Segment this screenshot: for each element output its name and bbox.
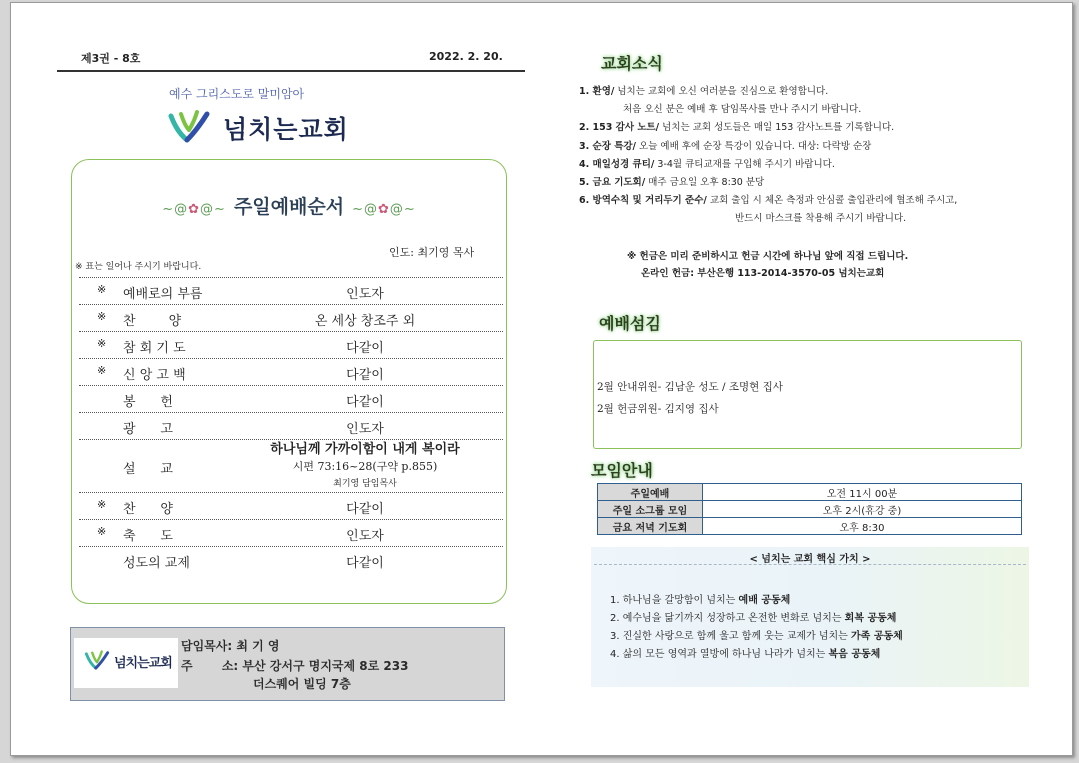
news-item [579,138,957,156]
news-item [579,156,957,174]
order-item-value: 다같이 [346,395,384,410]
church-logo-small-icon [84,647,110,675]
news-item-label: 5. 금요 기도회/ [579,176,646,188]
flower-ornament-left-icon: ~@✿@~ [162,202,226,217]
meeting-time: 오후 2시(휴강 중) [703,501,1022,518]
stand-mark: ※ [97,283,107,296]
volume-number: 제3권 - 8호 [81,52,141,65]
offering-team-line: 2월 헌금위원- 김지영 집사 [597,403,719,415]
news-item-label: 2. 153 감사 노트/ [579,122,660,134]
standing-note: ※ 표는 일어나 주시기 바랍니다. [75,262,202,272]
stand-mark: ※ [97,525,107,538]
pastor-name: 담임목사: 최 기 영 [181,639,280,653]
sermon-preacher: 최기영 담임목사 [333,479,397,489]
core-value-emphasis: 회복 공동체 [844,613,897,624]
worship-order-list [79,277,503,573]
news-item [579,83,957,101]
news-item-label: 6. 방역수칙 및 거리두기 준수/ [579,195,707,207]
service-leader: 인도: 최기영 목사 [389,246,475,259]
sermon-item [79,440,503,493]
stand-mark: ※ [97,364,107,377]
order-item [79,413,503,440]
church-tagline: 예수 그리스도로 말미암아 [169,87,305,101]
core-value-emphasis: 복음 공동체 [828,649,881,660]
order-item-value: 인도자 [346,287,384,302]
news-item [579,119,957,137]
sermon-reference: 시편 73:16~28(구약 p.855) [292,460,438,473]
order-item [79,277,503,305]
order-item [79,386,503,413]
online-offering-account: 온라인 헌금: 부산은행 113-2014-3570-05 넘치는교회 [641,268,885,279]
order-item [79,332,503,359]
order-item-value: 온 세상 창조주 외 [314,314,416,329]
news-item-text: 매주 금요일 오후 8:30 분당 [645,176,765,188]
church-logo-icon [167,108,211,148]
core-value-item [610,609,896,624]
church-name: 넘치는교회 [223,115,349,144]
meetings-heading: 모임안내 [591,461,653,480]
news-item-text: 넘치는 교회 성도들은 매일 153 감사노트를 기록합니다. [659,122,895,134]
order-item-value: 인도자 [346,529,384,544]
logo-card-name: 넘치는교회 [114,656,172,671]
offering-notice: ※ 헌금은 미리 준비하시고 헌금 시간에 하나님 앞에 직접 드립니다. [627,251,909,262]
order-item-name: 참 회 기 도 [123,341,186,356]
order-item [79,359,503,386]
flower-ornament-right-icon: ~@✿@~ [352,202,416,217]
sermon-title: 하나님께 가까이함이 내게 복이라 [270,442,460,457]
meeting-time: 오전 11시 00분 [703,484,1022,501]
core-value-text: 4. 삶의 모든 영역과 열방에 하나님 나라가 넘치는 [610,649,829,660]
core-value-text: 2. 예수님을 닮기까지 성장하고 온전한 변화로 넘치는 [610,613,845,624]
core-value-item [610,627,903,642]
meetings-table [597,483,1022,535]
bulletin-date: 2022. 2. 20. [429,50,503,63]
order-item-value: 인도자 [346,422,384,437]
bulletin-page [10,2,1073,756]
order-item [79,547,503,573]
news-item-cont [579,210,957,228]
news-item-text: 오늘 예배 후에 순장 특강이 있습니다. 대상: 다락방 순장 [636,140,872,152]
church-address: 주 소: 부산 강서구 명지국제 8로 233 [181,659,409,673]
core-value-item [610,591,790,606]
core-values-title: < 넘치는 교회 핵심 가치 > [749,554,871,565]
order-item-value: 다같이 [346,556,384,571]
order-item-name: 광 고 [123,422,173,437]
news-item [579,174,957,192]
meeting-name: 주일예배 [598,484,703,501]
core-value-item [610,645,880,660]
service-box [593,340,1022,449]
core-value-emphasis: 가족 공동체 [851,631,903,642]
core-value-emphasis: 예배 공동체 [738,595,791,606]
news-heading: 교회소식 [601,54,663,73]
order-item-value: 다같이 [346,502,384,517]
stand-mark: ※ [97,310,107,323]
news-item-text: 반드시 마스크를 착용해 주시기 바랍니다. [735,213,907,225]
order-item-value: 다같이 [346,341,384,356]
church-address-building: 더스퀘어 빌딩 7층 [253,677,351,691]
order-item-name: 신 앙 고 백 [123,368,186,383]
order-item-name: 축 도 [123,529,173,544]
order-item-name: 설 교 [123,462,173,477]
worship-order-title: 주일예배순서 [233,196,345,218]
stand-mark: ※ [97,498,107,511]
news-list [579,83,957,229]
worship-order-title-row [72,192,506,219]
news-item-text: 교회 출입 시 체온 측정과 안심콜 출입관리에 협조해 주시고, [706,195,958,207]
order-item-name: 찬 양 [123,502,173,517]
meeting-name: 주일 소그룹 모임 [598,501,703,518]
news-item-cont [579,101,957,119]
news-item-text: 3-4월 큐티교재를 구입해 주시기 바랍니다. [654,158,835,170]
core-value-text: 3. 진실한 사랑으로 함께 울고 함께 웃는 교제가 넘치는 [610,631,852,642]
news-item-label: 3. 순장 특강/ [579,140,637,152]
header-rule [57,70,525,72]
news-item-label: 4. 매일성경 큐티/ [579,158,655,170]
table-row [598,518,1022,535]
core-value-text: 1. 하나님을 갈망함이 넘치는 [610,595,739,606]
table-row [598,501,1022,518]
news-item-text: 처음 오신 분은 예배 후 담임목사를 만나 주시기 바랍니다. [623,104,862,116]
meeting-name: 금요 저녁 기도회 [598,518,703,535]
stand-mark: ※ [97,337,107,350]
news-item-label: 1. 환영/ [579,86,615,97]
order-item-name: 예배로의 부름 [123,287,203,302]
service-heading: 예배섬김 [599,314,661,333]
order-item-name: 봉 헌 [123,395,173,410]
church-logo-card [74,638,178,688]
divider [594,564,1026,565]
ushers-line: 2월 안내위원- 김남운 성도 / 조명현 집사 [597,381,783,393]
news-item [579,192,957,210]
order-item [79,520,503,547]
order-item-name: 찬 양 [123,314,182,329]
table-row [598,484,1022,501]
order-item-name: 성도의 교제 [123,556,190,571]
meeting-time: 오후 8:30 [703,518,1022,535]
order-item-value: 다같이 [346,368,384,383]
core-values-box [591,547,1029,687]
church-info-box [70,627,505,701]
news-item-text: 넘치는 교회에 오신 여러분을 진심으로 환영합니다. [614,86,829,97]
order-item [79,305,503,332]
order-item [79,493,503,520]
